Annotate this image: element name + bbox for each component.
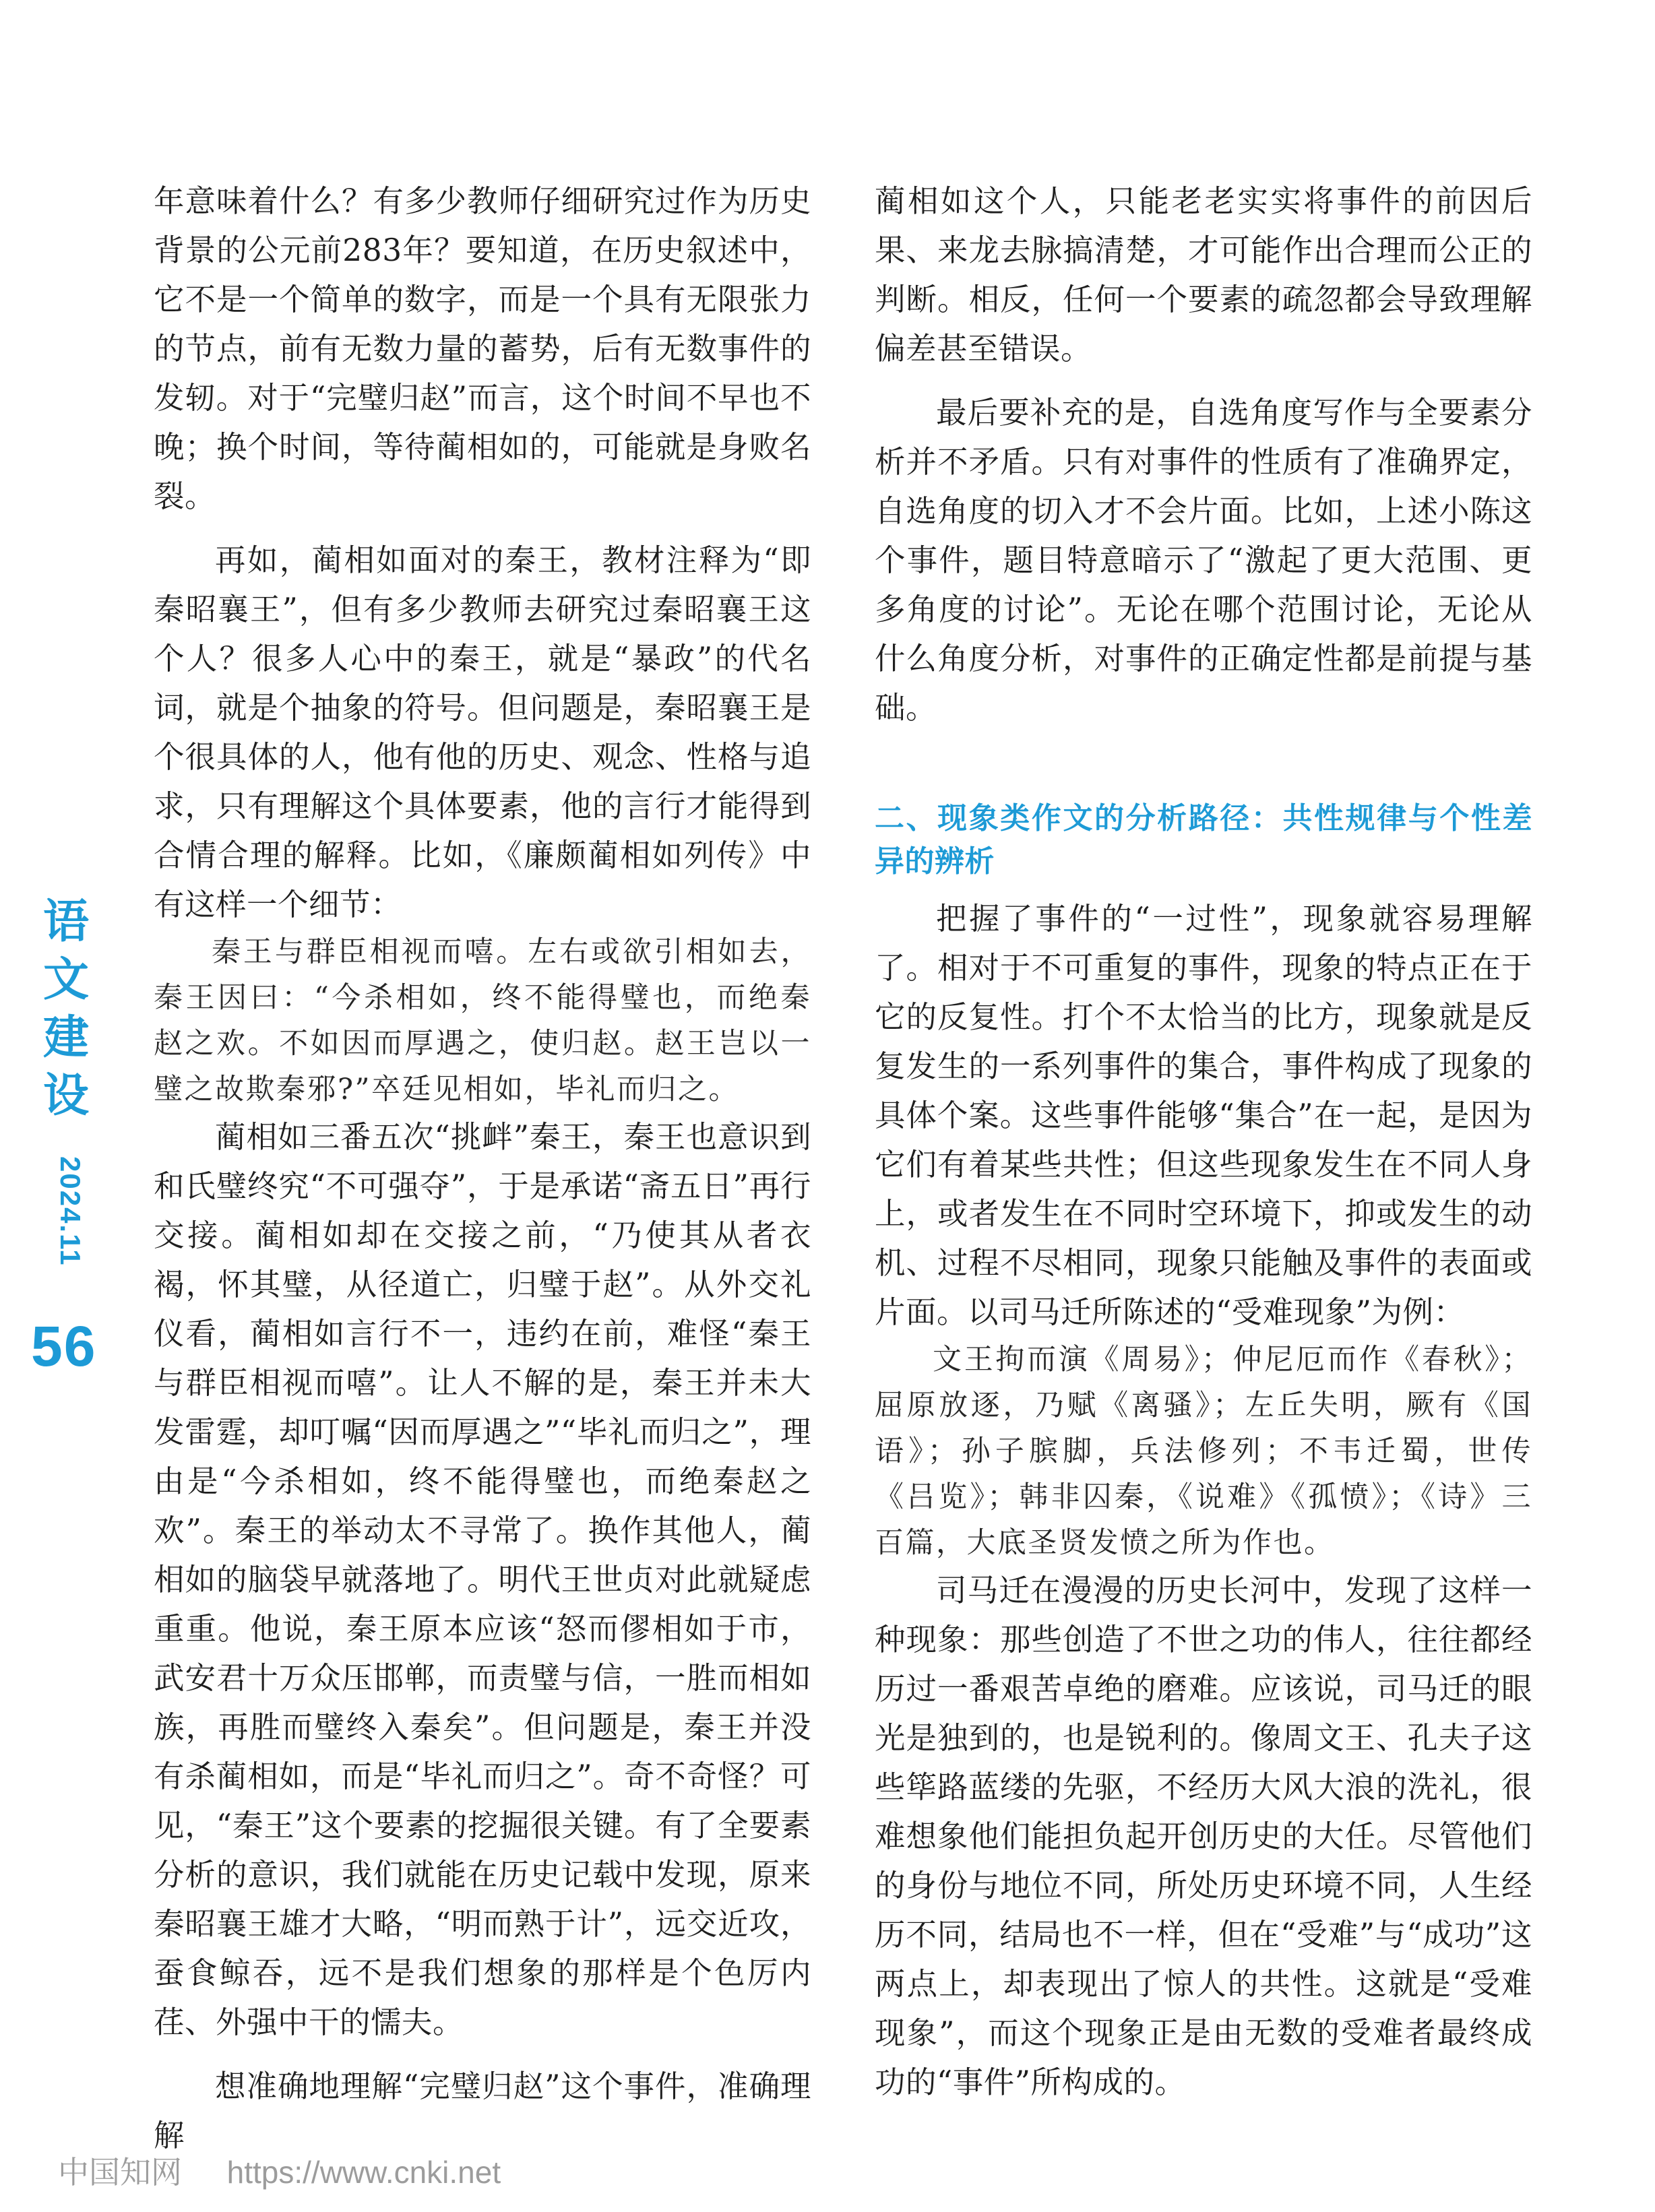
block-quote: 秦王与群臣相视而嘻。左右或欲引相如去，秦王因曰：“今杀相如，终不能得璧也，而绝秦赵之欢。不如因而厚遇之，使归赵。赵王岂以一璧之故欺秦邪?”卒廷见相如，毕礼而归之。 <box>154 935 811 1106</box>
paragraph: 想准确地理解“完璧归赵”这个事件，准确理解 <box>154 2068 811 2153</box>
paragraph: 最后要补充的是，自选角度写作与全要素分析并不矛盾。只有对事件的性质有了准确界定，自选角度的切入才不会片面。比如，上述小陈这个事件，题目特意暗示了“激起了更大范围、更多角度的讨论”。无论在哪个范围讨论，无论从什么角度分析，对事件的正确定性都是前提与基础。 <box>875 395 1532 726</box>
cnki-url: https://www.cnki.net <box>226 2155 501 2190</box>
journal-title-char: 设 <box>42 1069 89 1123</box>
page-number: 56 <box>31 1315 97 1378</box>
paragraph: 蔺相如三番五次“挑衅”秦王，秦王也意识到和氏璧终究“不可强夺”，于是承诺“斋五日”再行交接。蔺相如却在交接之前，“乃使其从者衣褐，怀其璧，从径道亡，归璧于赵”。从外交礼仪看，蔺相如言行不一，违约在前，难怪“秦王与群臣相视而嘻”。让人不解的是，秦王并未大发雷霆，却叮嘱“因而厚遇之”“毕礼而归之”，理由是“今杀相如，终不能得璧也，而绝秦赵之欢”。秦王的举动太不寻常了。换作其他人，蔺相如的脑袋早就落地了。明代王世贞对此就疑虑重重。他说，秦王原本应该“怒而僇相如于市，武安君十万众压邯郸，而责璧与信，一胜而相如族，再胜而璧终入秦矣”。但问题是，秦王并没有杀蔺相如，而是“毕礼而归之”。奇不奇怪？可见，“秦王”这个要素的挖掘很关键。有了全要素分析的意识，我们就能在历史记载中发现，原来秦昭襄王雄才大略，“明而熟于计”，远交近攻，蚕食鲸吞，远不是我们想象的那样是个色厉内荏、外强中干的懦夫。 <box>154 1119 811 2040</box>
journal-title-char: 文 <box>42 953 89 1007</box>
paragraph: 年意味着什么？有多少教师仔细研究过作为历史背景的公元前283年？要知道，在历史叙述中，它不是一个简单的数字，而是一个具有无限张力的节点，前有无数力量的蓄势，后有无数事件的发轫。对于“完璧归赵”而言，这个时间不早也不晚；换个时间，等待蔺相如的，可能就是身败名裂。 <box>154 183 811 514</box>
paragraph: 把握了事件的“一过性”，现象就容易理解了。相对于不可重复的事件，现象的特点正在于它的反复性。打个不太恰当的比方，现象就是反复发生的一系列事件的集合，事件构成了现象的具体个案。这些事件能够“集合”在一起，是因为它们有着某些共性；但这些现象发生在不同人身上，或者发生在不同时空环境下，抑或发生的动机、过程不尽相同，现象只能触及事件的表面或片面。以司马迁所陈述的“受难现象”为例： <box>875 901 1532 1330</box>
section-heading: 二、现象类作文的分析路径：共性规律与个性差异的辨析 <box>875 801 1532 879</box>
journal-title-char: 语 <box>42 895 89 949</box>
paragraph: 再如，蔺相如面对的秦王，教材注释为“即秦昭襄王”，但有多少教师去研究过秦昭襄王这个人？很多人心中的秦王，就是“暴政”的代名词，就是个抽象的符号。但问题是，秦昭襄王是个很具体的人，他有他的历史、观念、性格与追求，只有理解这个具体要素，他的言行才能得到合情合理的解释。比如，《廉颇蔺相如列传》中有这样一个细节： <box>154 542 811 922</box>
paragraph: 蔺相如这个人，只能老老实实将事件的前因后果、来龙去脉搞清楚，才可能作出合理而公正的判断。相反，任何一个要素的疏忽都会导致理解偏差甚至错误。 <box>875 183 1532 367</box>
issue-number: 2024.11 <box>55 1156 86 1267</box>
right-column <box>875 177 1532 2107</box>
paragraph: 司马迁在漫漫的历史长河中，发现了这样一种现象：那些创造了不世之功的伟人，往往都经历过一番艰苦卓绝的磨难。应该说，司马迁的眼光是独到的，也是锐利的。像周文王、孔夫子这些筚路蓝缕的先驱，不经历大风大浪的洗礼，很难想象他们能担负起开创历史的大任。尽管他们的身份与地位不同，所处历史环境不同，人生经历不同，结局也不一样，但在“受难”与“成功”这两点上，却表现出了惊人的共性。这就是“受难现象”，而这个现象正是由无数的受难者最终成功的“事件”所构成的。 <box>875 1573 1532 2100</box>
cnki-site-name: 中国知网 <box>58 2154 182 2190</box>
block-quote: 文王拘而演《周易》；仲尼厄而作《春秋》；屈原放逐，乃赋《离骚》；左丘失明，厥有《国语》；孙子膑脚，兵法修列；不韦迁蜀，世传《吕览》；韩非囚秦，《说难》《孤愤》；《诗》三百篇，大底圣贤发愤之所为作也。 <box>875 1343 1532 1560</box>
journal-title-vertical <box>35 893 97 1125</box>
left-column <box>154 177 811 2160</box>
watermark-footer <box>58 2148 501 2192</box>
journal-title-char: 建 <box>42 1011 89 1065</box>
